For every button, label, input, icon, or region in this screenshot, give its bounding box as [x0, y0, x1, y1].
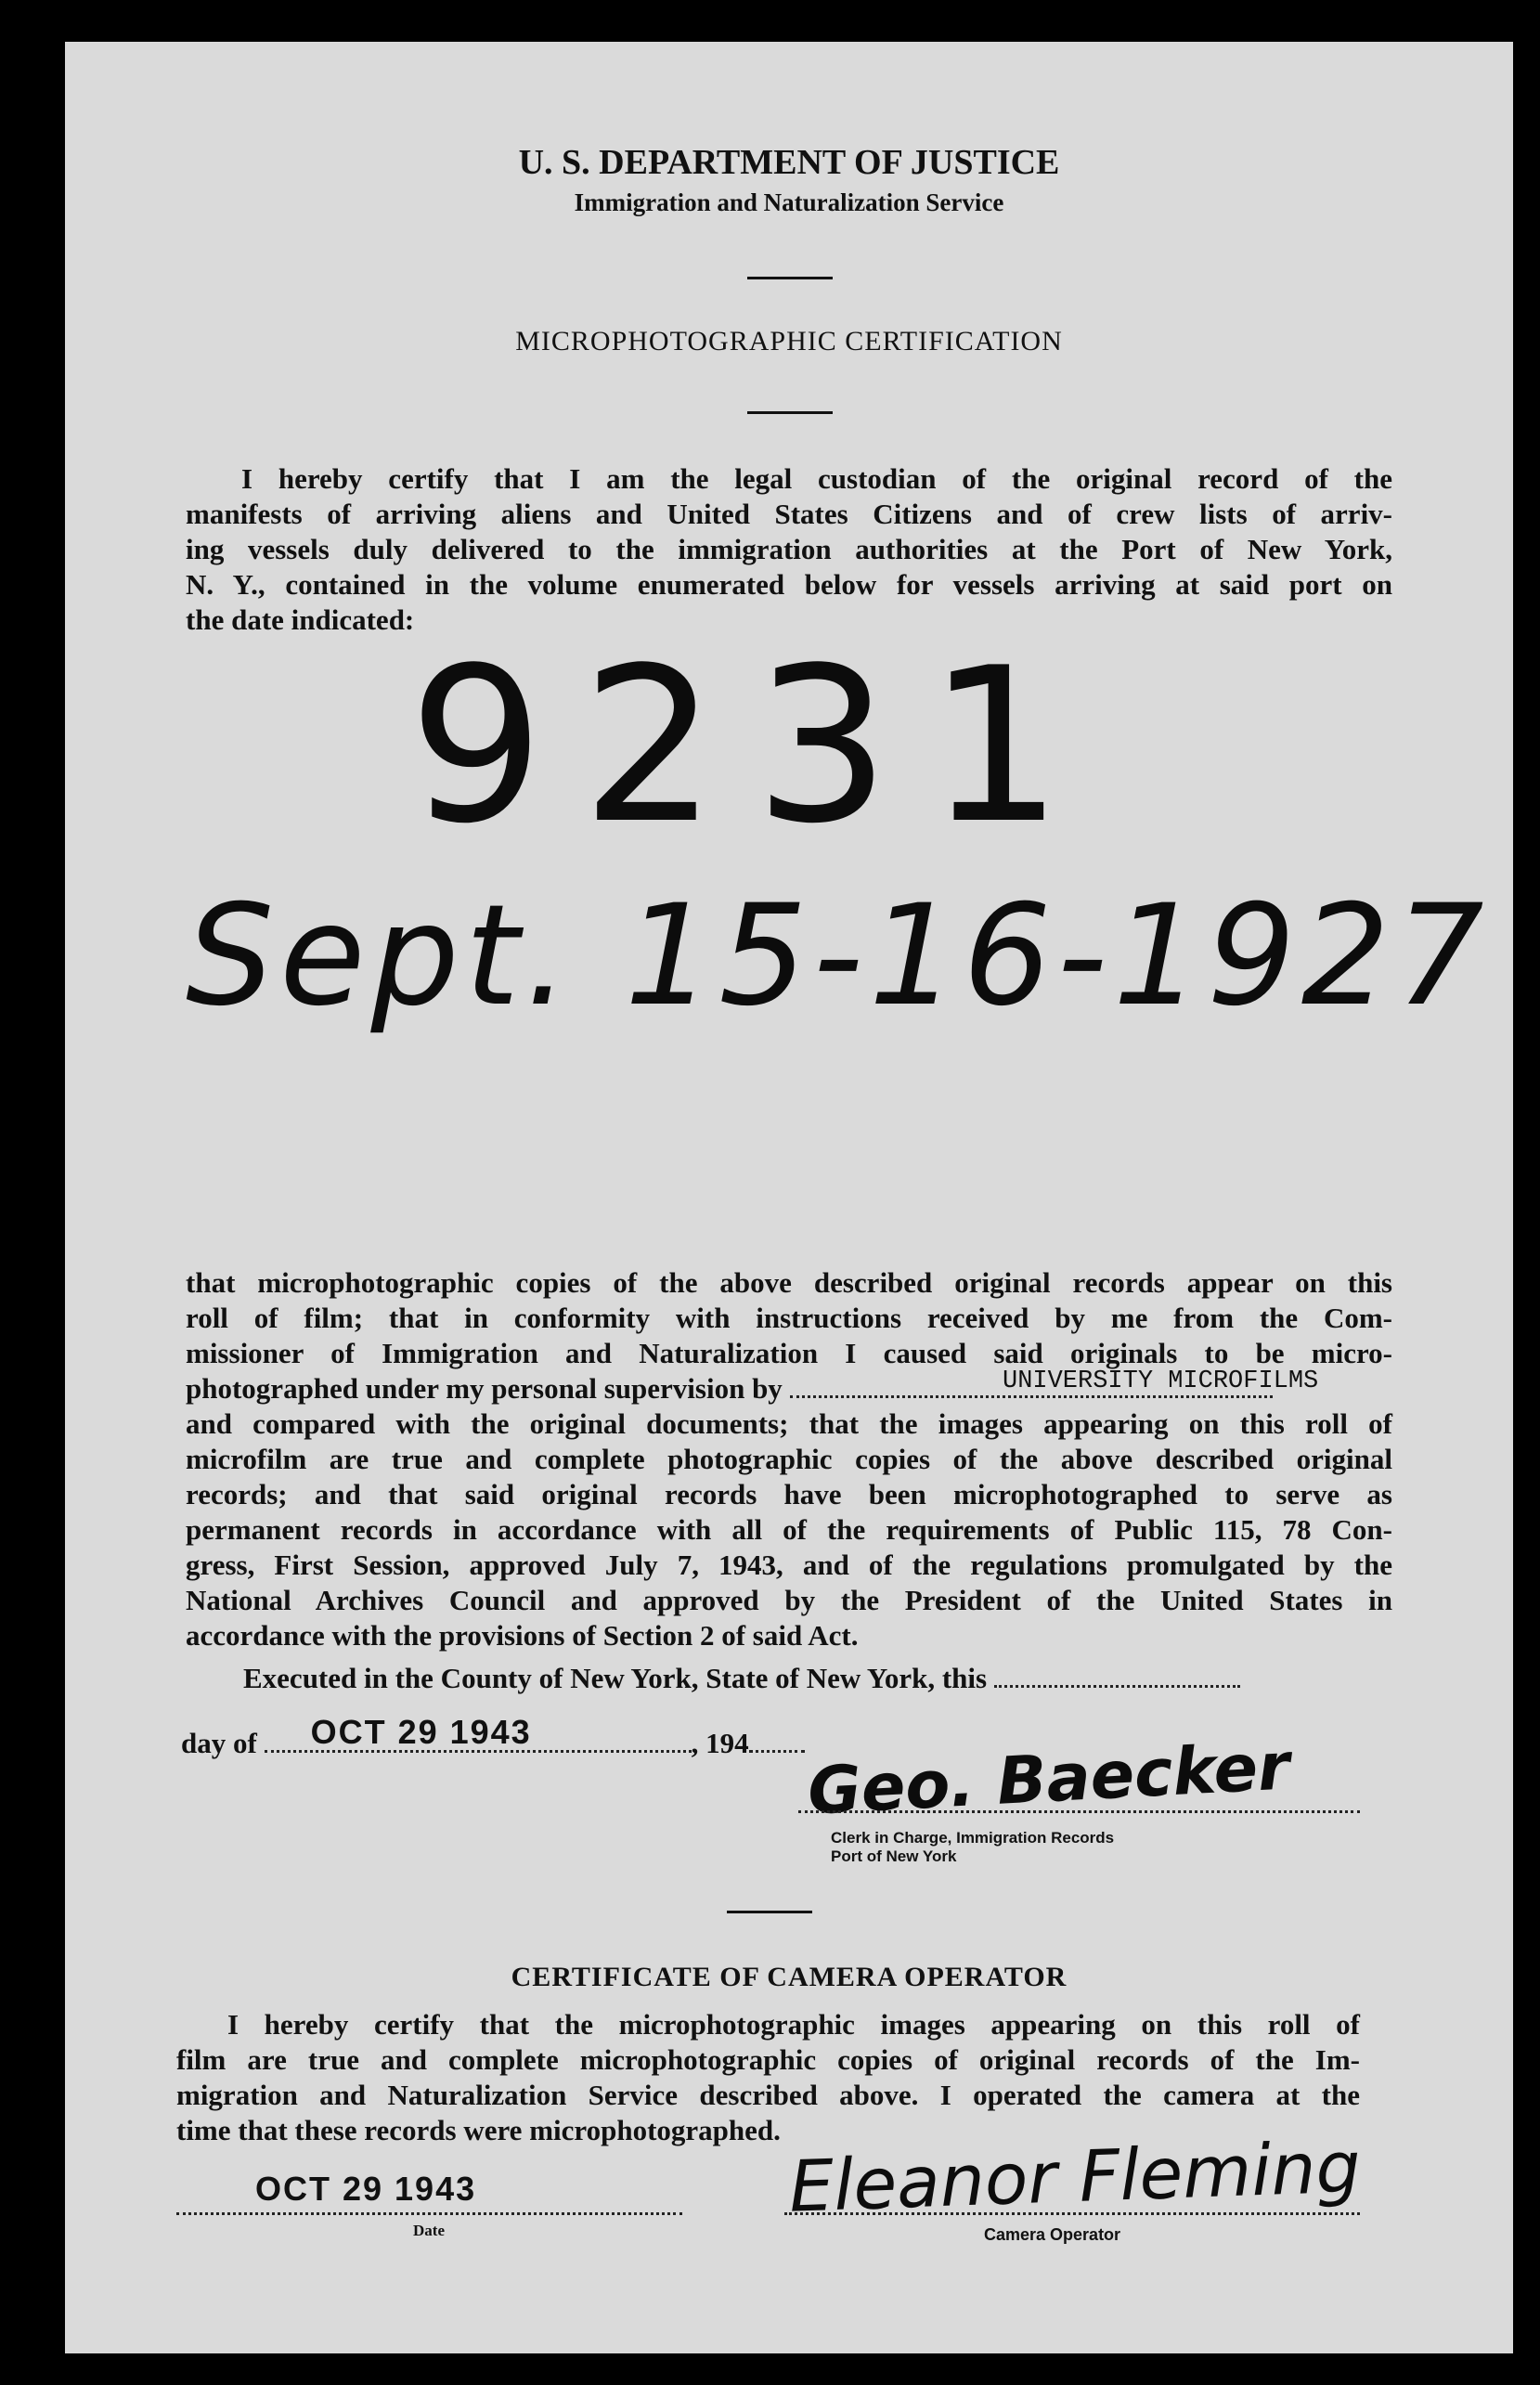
microfilm-company-typed: UNIVERSITY MICROFILMS [1003, 1367, 1319, 1395]
volume-number-handwritten: 9231 [408, 623, 1101, 871]
intro-line: I hereby certify that I am the legal custodian of the original record of the [241, 462, 1392, 495]
service-subheading: Immigration and Naturalization Service [574, 188, 1004, 216]
camera-paragraph [176, 2007, 1360, 2148]
date-stamp-camera: OCT 29 1943 [255, 2170, 477, 2208]
executed-line [243, 1662, 1240, 1695]
camera-date-label: Date [413, 2222, 445, 2239]
body-line: missioner of Immigration and Naturalization I caused said originals to be micro- [186, 1337, 1392, 1369]
operator-label: Camera Operator [984, 2225, 1121, 2244]
clerk-signature: Geo. Baecker [806, 1728, 1292, 1830]
intro-line: the date indicated: [186, 603, 415, 636]
supervision-prefix: photographed under my personal supervision by [186, 1372, 783, 1405]
year-prefix: , 194 [691, 1727, 749, 1759]
clerk-title-line-2: Port of New York [831, 1847, 957, 1865]
year-fill-line [749, 1730, 805, 1753]
intro-line: manifests of arriving aliens and United States Citizens and of crew lists of arriv- [186, 498, 1392, 530]
executed-text: Executed in the County of New York, State of New York, this [243, 1662, 988, 1694]
section-divider [727, 1911, 812, 1913]
body-line: microfilm are true and complete photographic copies of the above described original [186, 1443, 1392, 1475]
body-line: accordance with the provisions of Section 2 of said Act. [186, 1619, 859, 1652]
supervision-line [186, 1367, 1392, 1406]
executed-fill-line [994, 1665, 1240, 1688]
body-line: permanent records in accordance with all of the requirements of Public 115, 78 Con- [186, 1513, 1392, 1546]
body-line: records; and that said original records have been microphotographed to serve as [186, 1478, 1392, 1510]
day-of-fill-line [265, 1713, 692, 1753]
volume-dates-handwritten: Sept. 15-16-1927 [186, 875, 1490, 1037]
operator-signature-line [784, 2212, 1360, 2215]
body-line: gress, First Session, approved July 7, 1943, and of the regulations promulgated by the [186, 1549, 1392, 1581]
header-divider-bottom [747, 411, 833, 414]
intro-paragraph [186, 461, 1392, 638]
intro-line: ing vessels duly delivered to the immigration authorities at the Port of New York, [186, 533, 1392, 565]
agency-heading: U. S. DEPARTMENT OF JUSTICE [518, 143, 1060, 182]
camera-line: film are true and complete microphotographic copies of original records of the Im- [176, 2043, 1360, 2076]
certificate-page [65, 42, 1513, 2353]
certification-title: MICROPHOTOGRAPHIC CERTIFICATION [515, 326, 1063, 356]
intro-line: N. Y., contained in the volume enumerated below for vessels arriving at said port on [186, 568, 1392, 601]
clerk-signature-line [798, 1810, 1360, 1813]
camera-date-line [176, 2212, 682, 2215]
operator-signature: Eleanor Fleming [787, 2125, 1363, 2228]
camera-certificate-title: CERTIFICATE OF CAMERA OPERATOR [511, 1962, 1068, 1992]
camera-line: I hereby certify that the microphotographic images appearing on this roll of [227, 2008, 1360, 2041]
body-line: roll of film; that in conformity with instructions received by me from the Com- [186, 1302, 1392, 1334]
body-line: National Archives Council and approved by the President of the United States in [186, 1584, 1392, 1616]
body-line: and compared with the original documents; that the images appearing on this roll of [186, 1407, 1392, 1440]
day-of-line [181, 1713, 805, 1760]
clerk-title-line-1: Clerk in Charge, Immigration Records [831, 1829, 1115, 1847]
date-stamp-certification: OCT 29 1943 [310, 1713, 532, 1751]
day-of-label: day of [181, 1727, 257, 1759]
camera-line: time that these records were microphotographed. [176, 2114, 781, 2146]
clerk-title-block [831, 1829, 1114, 1866]
body-paragraph [186, 1265, 1392, 1653]
header-divider-top [747, 277, 833, 279]
camera-line: migration and Naturalization Service described above. I operated the camera at the [176, 2079, 1360, 2111]
body-line: that microphotographic copies of the above described original records appear on this [186, 1266, 1392, 1299]
